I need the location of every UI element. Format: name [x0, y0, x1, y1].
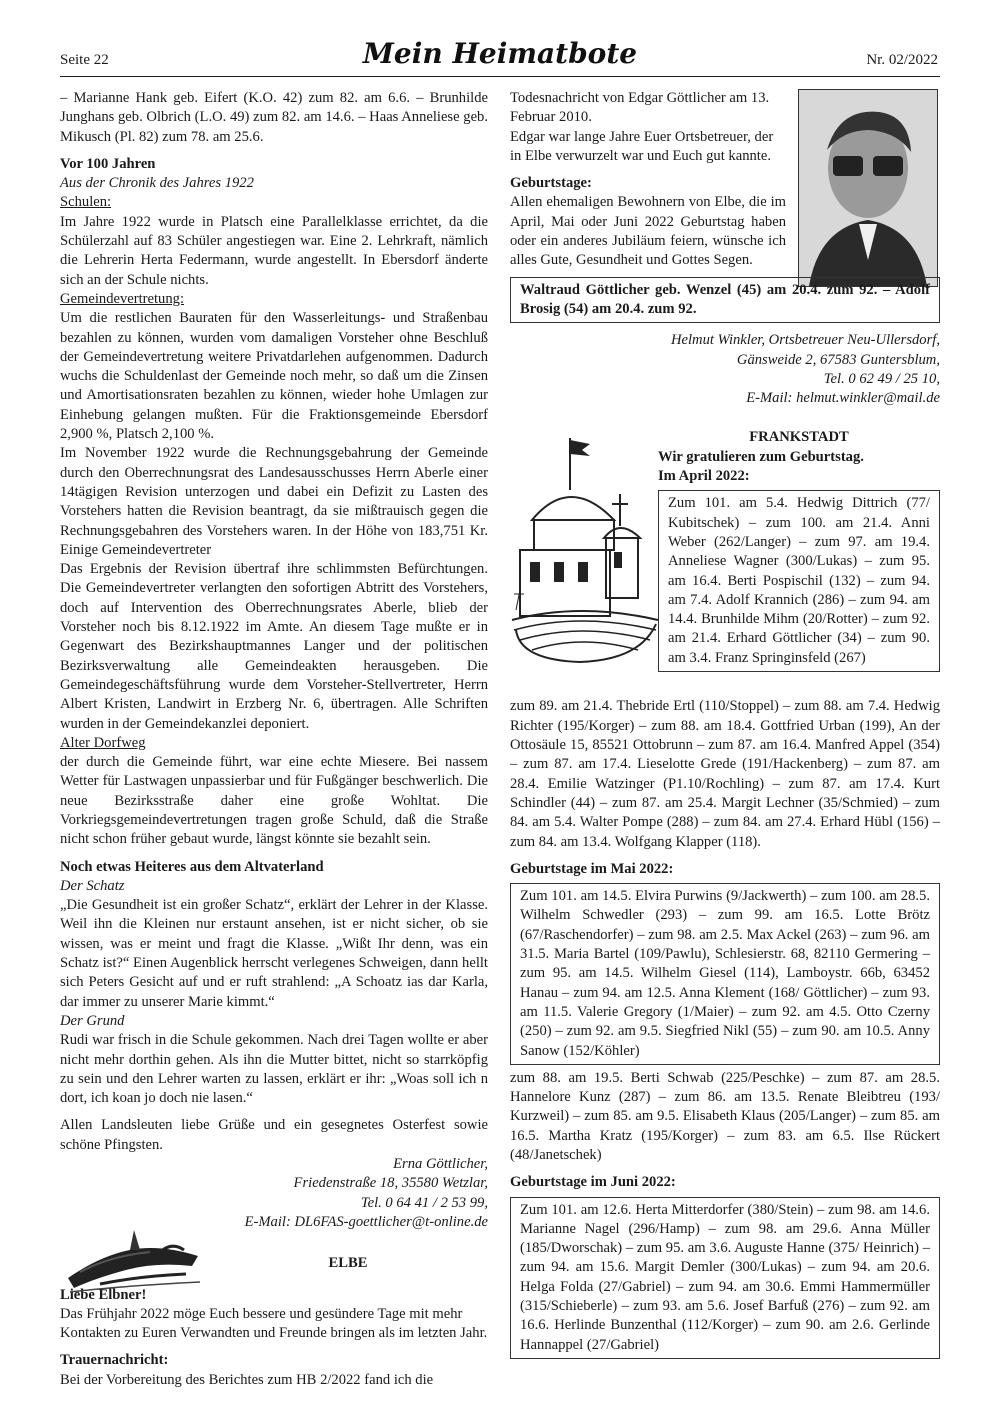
paragraph-geburtstage: Allen ehemaligen Bewohnern von Elbe, die im April, Mai oder Juni 2022 Geburtstag haben oder ein anderes Jubiläum feiern, wünsche ich alles Gute, Gesundheit und Gottes Segen.: [510, 194, 786, 269]
subhead-trauernachricht: Trauernachricht:: [60, 1352, 169, 1369]
juni-birthday-box: [510, 1197, 940, 1359]
juni-birthday-text: Zum 101. am 12.6. Herta Mitterdorfer (380/Stein) – zum 98. am 14.6. Marianne Nagel (296/Hamp) – zum 98. am 29.6. Anna Müller (185/Dworschak) – zum 95. am 3.6. Auguste Hanne (375/ Heinrich) – zum 94. am 15.6. Margit Demler (300/Lukas) – zum 94. am 20.6. Helga Folda (27/Gabriel) – zum 94. am 30.6. Emmi Hammermüller (315/Schieberle) – zum 93. am 5.6. Josef Barfuß (276) – zum 92. am 16.6. Herlinde Bunzenthal (112/Korger) – zum 90. am 2.6. Gerlinde Hannappel (27/Gabriel): [520, 1201, 930, 1353]
birthday-intro: – Marianne Hank geb. Eifert (K.O. 42) zum 82. am 6.6. – Brunhilde Junghans geb. Olbrich (L.O. 49) zum 82. am 14.6. – Haas Anneliese geb. Mikusch (Pl. 82) zum 78. am 25.6.: [60, 90, 488, 145]
frankstadt-block: [510, 428, 940, 668]
signature-name: Erna Göttlicher,: [393, 1156, 488, 1173]
death-notice: Todesnachricht von Edgar Göttlicher am 13. Februar 2010.: [510, 90, 770, 126]
elbe-greeting: Liebe Elbner!: [60, 1286, 147, 1303]
section-title-heiteres: Noch etwas Heiteres aus dem Altvaterland: [60, 858, 324, 875]
section-title-vor-100-jahren: Vor 100 Jahren: [60, 155, 156, 172]
paragraph-schatz: „Die Gesundheit ist ein großer Schatz“, erklärt der Lehrer in der Klasse. Weil ihn die Kleinen nur erstaunt ansehen, ist er nicht sicher, ob sie wissen, was er meint und fragt die Klasse. „Wißt Ihr denn, was ein Schatz ist?“ Einen Augenblick herrscht verlegenes Schweigen, dann hellt sich Peters Gesicht auf und er ruft strahlend: „A Schoatz ias dar Karla, dar immer zu unserer Marie kimmt.“: [60, 897, 488, 1010]
masthead-logo: [362, 33, 638, 73]
death-notice-text: Edgar war lange Jahre Euer Ortsbetreuer, der in Elbe verwurzelt war und Euch gut kannte.: [510, 128, 774, 164]
subhead-gemeindevertretung: Gemeindevertretung:: [60, 290, 184, 307]
castle-illustration: [510, 434, 660, 664]
issue-number: Nr. 02/2022: [866, 52, 938, 68]
section-subtitle: Aus der Chronik des Jahres 1922: [60, 175, 254, 192]
subhead-der-grund: Der Grund: [60, 1012, 125, 1029]
paragraph-gemeinde-1: Um die restlichen Bauraten für den Wasserleitungs- und Straßenbau bezahlen zu können, wurden vom damaligen Vorsteher ohne Beschluß der Gemeindevertretung weitere Privatdarlehen aufgenommen. Dadurch wuchs die Schuldenlast der Gemeinde noch mehr, so daß um die Zinsen und Amortisationsraten bezahlen zu können, wieder hohe Umlagen zur Einhebung gelangen mußten. Für die Fraktionsgemeinde Ebersdorf 2,900 %, Platsch 2,100 %.: [60, 310, 488, 443]
april-birthday-box: [658, 490, 940, 672]
masthead-text: Mein Heimatbote: [362, 37, 638, 70]
paragraph-gemeinde-3: Das Ergebnis der Revision übertraf ihre schlimmsten Befürchtungen. Die Gemeindevertreter verlangten den sofortigen Abtritt des Vorstehers, doch auf Intervention des Oberrechnungsrates Aberle, blieb der Vorsteher noch bis 8.12.1922 im Amte. An diesem Tage mußte er in Gegenwart des Bezirkshauptmannes Langer und der politischen Bezirksverwaltung alle Gemeindeakten herausgeben. Die Gemeindegeschäftsführung wurde dem Vorsteher-Stellvertreter, Herrn Albert Kristen, Landwirt in Erzberg Nr. 6, übertragen. Alle Schriften wurden in der Gemeindekanzlei deponiert.: [60, 561, 488, 732]
elbe-birthday-box: [510, 277, 940, 324]
header-rule: [60, 76, 940, 77]
paragraph-schulen: Im Jahre 1922 wurde in Platsch eine Parallelklasse errichtet, da die Schülerzahl auf 83 Schüler angestiegen war. Eine 2. Lehrkraft, nämlich die Lehrerin Herta Federmann, wurde angestellt. In Ebersdorf änderte sich an der Schule nichts.: [60, 213, 488, 288]
boat-illustration: [60, 1226, 206, 1296]
paragraph-dorfweg: der durch die Gemeinde führt, war eine echte Miesere. Bei nassem Wetter für Lastwagen unpassierbar und für Fußgänger beschwerlich. Die neue Bezirksstraße daher eine große Wohltat. Die Vorkriegsgemeindevertretungen tragen große Schuld, daß die Straße nicht schon früher gebaut wurde, längst könnte sie bezahlt sein.: [60, 754, 488, 848]
greeting: Allen Landsleuten liebe Grüße und ein gesegnetes Osterfest sowie schöne Pfingsten.: [60, 1117, 488, 1153]
left-column: [60, 89, 488, 1390]
paragraph-gemeinde-2: Im November 1922 wurde die Rechnungsgebahrung der Gemeinde durch den Oberrechnungsrat des Landesausschusses Herrn Aberle einer 14tägigen Revision unterzogen und dabei ein Defizit zu Lasten des Vorstehers hatten die Revision beantragt, da sie mißtrauisch gegen die Rechnungsgebahren des Vorstehers waren. In der Höhe von 183,751 Kr. Einige Gemeindevertreter: [60, 445, 488, 558]
subhead-juni: Geburtstage im Juni 2022:: [510, 1174, 676, 1191]
april-birthday-continued: zum 89. am 21.4. Thebride Ertl (110/Stoppel) – zum 88. am 7.4. Hedwig Richter (195/Korger) – zum 88. am 18.4. Gottfried Urban (199), An der Ottosäule 15, 85521 Ottobrunn – zum 87. am 16.4. Manfred Appel (354) – zum 87. am 17.4. Lieselotte Grede (191/Hackenberg) – zum 87. am 28.4. Emilie Watzinger (P1.10/Rochling) – zum 87. am 17.4. Kurt Schindler (44) – zum 87. am 25.4. Margit Lechner (35/Schmied) – zum 84. am 5.4. Walter Pompe (288) – zum 84. am 27.4. Erhard Hübl (156) – zum 84. am 13.4. Wolfgang Klapper (118).: [510, 698, 940, 850]
paragraph-trauer: Bei der Vorbereitung des Berichtes zum HB 2/2022 fand ich die: [60, 1371, 434, 1388]
elbe-birthday-text: Waltraud Göttlicher geb. Wenzel (45) am 20.4. zum 92. – Adolf Brosig (54) am 20.4. zum 92.: [520, 281, 930, 317]
april-birthday-text: Zum 101. am 5.4. Hedwig Dittrich (77/ Kubitschek) – zum 100. am 21.4. Anni Weber (262/Langer) – zum 97. am 19.4. Anneliese Wagner (300/Lukas) – zum 95. am 16.4. Berti Pospischil (132) – zum 94. am 7.4. Adolf Krannich (286) – zum 94. am 14.4. Brunhilde Mihm (20/Rotter) – zum 92. am 21.4. Erhard Göttlicher (34) – zum 90. am 3.4. Franz Springinsfeld (267): [668, 495, 930, 666]
signature-phone: Tel. 0 64 41 / 2 53 99,: [360, 1194, 488, 1211]
signature-email: E-Mail: DL6FAS-goettlicher@t-online.de: [244, 1213, 488, 1230]
mai-birthday-box: [510, 883, 940, 1065]
frankstadt-greeting: Wir gratulieren zum Geburtstag.: [658, 448, 864, 465]
right-column: [510, 89, 940, 1359]
elbe-paragraph: Das Frühjahr 2022 möge Euch bessere und gesündere Tage mit mehr Kontakten zu Euren Verwandten und Freunde bringen als im letzten Jahr.: [60, 1305, 488, 1342]
winkler-email: E-Mail: helmut.winkler@mail.de: [746, 390, 940, 407]
section-title-elbe: ELBE: [328, 1255, 368, 1272]
winkler-address: Gänsweide 2, 67583 Guntersblum,: [736, 351, 940, 368]
mai-birthday-text: Zum 101. am 14.5. Elvira Purwins (9/Jackwerth) – zum 100. am 28.5. Wilhelm Schwedler (293) – zum 99. am 16.5. Lotte Brötz (67/Raschendorfer) – zum 98. am 2.5. Max Ackel (263) – zum 96. am 31.5. Maria Bartel (109/Pawlu), Schlesierstr. 68, 82110 Germering – zum 95. am 14.5. Wilhelm Giesel (114), Lamboystr. 66b, 63452 Hanau – zum 94. am 12.5. Anna Klement (168/ Göttlicher) – zum 93. am 11.5. Valerie Gregory (1/Maier) – zum 92. am 4.5. Otto Czerny (250) – zum 92. am 9.5. Siegfried Nikl (55) – zum 90. am 10.5. Anny Sanow (152/Köhler): [520, 888, 930, 1059]
paragraph-grund: Rudi war frisch in die Schule gekommen. Nach drei Tagen wollte er aber nicht mehr dorthin gehen. Als ihn die Mutter bittet, nicht so starrköpfig zu sein und den Lehrer warten zu lassen, erklärt er ihr: „Woas soll ich n dort, ich koan jo doch nie lasen.“: [60, 1032, 488, 1107]
signature-address: Friedenstraße 18, 35580 Wetzlar,: [293, 1175, 488, 1192]
subhead-geburtstage: Geburtstage:: [510, 175, 592, 192]
winkler-name: Helmut Winkler, Ortsbetreuer Neu-Ullersdorf,: [670, 332, 940, 349]
subhead-april: Im April 2022:: [658, 468, 750, 485]
page-number: Seite 22: [60, 52, 109, 68]
mai-birthday-continued: zum 88. am 19.5. Berti Schwab (225/Peschke) – zum 87. am 28.5. Hannelore Kunz (287) – zum 86. am 13.5. Renate Bleibtreu (193/ Kurzweil) – zum 85. am 9.5. Elisabeth Klaus (205/Langer) – zum 85. am 16.5. Martha Kratz (195/Korger) – zum 83. am 6.5. Ilse Rückert (48/Janetschek): [510, 1069, 940, 1163]
winkler-phone: Tel. 0 62 49 / 25 10,: [823, 370, 940, 387]
subhead-schulen: Schulen:: [60, 194, 112, 211]
subhead-mai: Geburtstage im Mai 2022:: [510, 860, 674, 877]
subhead-alter-dorfweg: Alter Dorfweg: [60, 734, 146, 751]
section-title-frankstadt: FRANKSTADT: [749, 429, 849, 446]
subhead-der-schatz: Der Schatz: [60, 877, 125, 894]
